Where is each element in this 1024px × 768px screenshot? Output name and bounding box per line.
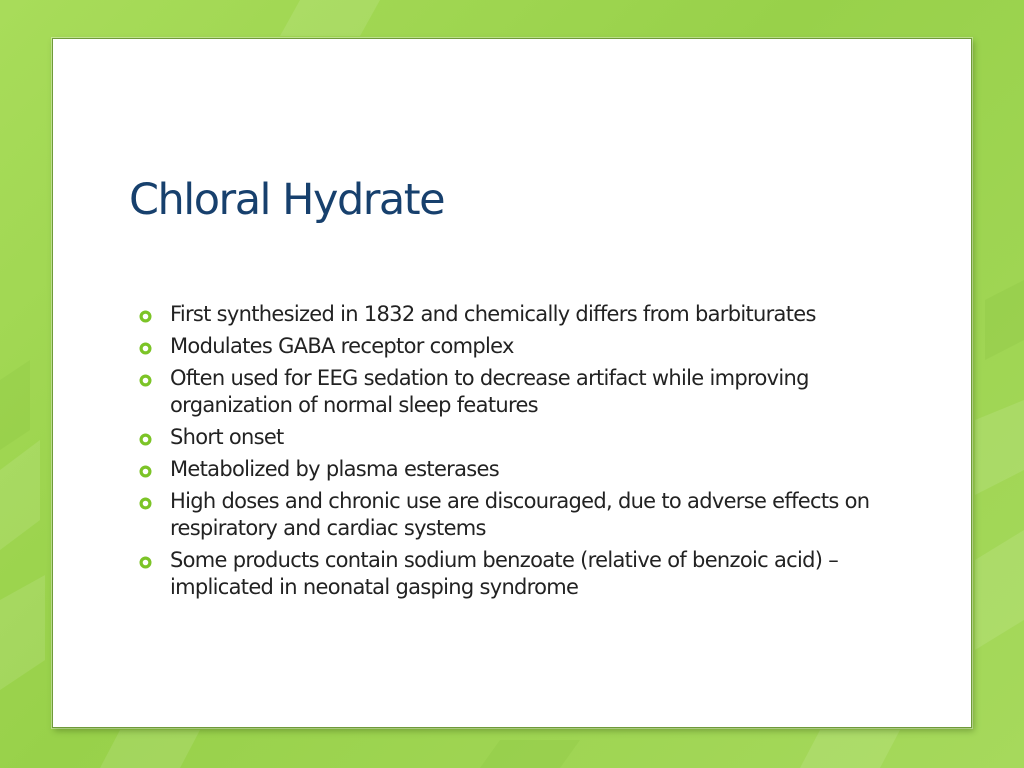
ring-bullet-icon — [139, 465, 152, 478]
ring-bullet-icon — [139, 310, 152, 323]
ring-bullet-icon — [139, 433, 152, 446]
bullet-item — [139, 301, 919, 328]
bullet-text: Modulates GABA receptor complex — [170, 334, 514, 358]
slide-title: Chloral Hydrate — [129, 175, 445, 225]
ring-bullet-icon — [139, 374, 152, 387]
ring-bullet-icon — [139, 556, 152, 569]
bullet-item — [139, 333, 919, 360]
bullet-text: Metabolized by plasma esterases — [170, 457, 499, 481]
ring-bullet-icon — [139, 342, 152, 355]
bullet-text: Some products contain sodium benzoate (relative of benzoic acid) – implicated in neonatal gasping syndrome — [170, 548, 838, 599]
bullet-text: High doses and chronic use are discouraged, due to adverse effects on respiratory and cardiac systems — [170, 489, 870, 540]
bullet-text: Short onset — [170, 425, 284, 449]
bullet-item — [139, 488, 919, 542]
slide-card — [52, 38, 972, 728]
bullet-item — [139, 365, 919, 419]
bullet-item — [139, 547, 919, 601]
ring-bullet-icon — [139, 497, 152, 510]
bullet-text: Often used for EEG sedation to decrease artifact while improving organization of normal sleep features — [170, 366, 809, 417]
bullet-text: First synthesized in 1832 and chemically differs from barbiturates — [170, 302, 816, 326]
bullet-item — [139, 456, 919, 483]
bullet-item — [139, 424, 919, 451]
bullet-list — [139, 301, 919, 606]
